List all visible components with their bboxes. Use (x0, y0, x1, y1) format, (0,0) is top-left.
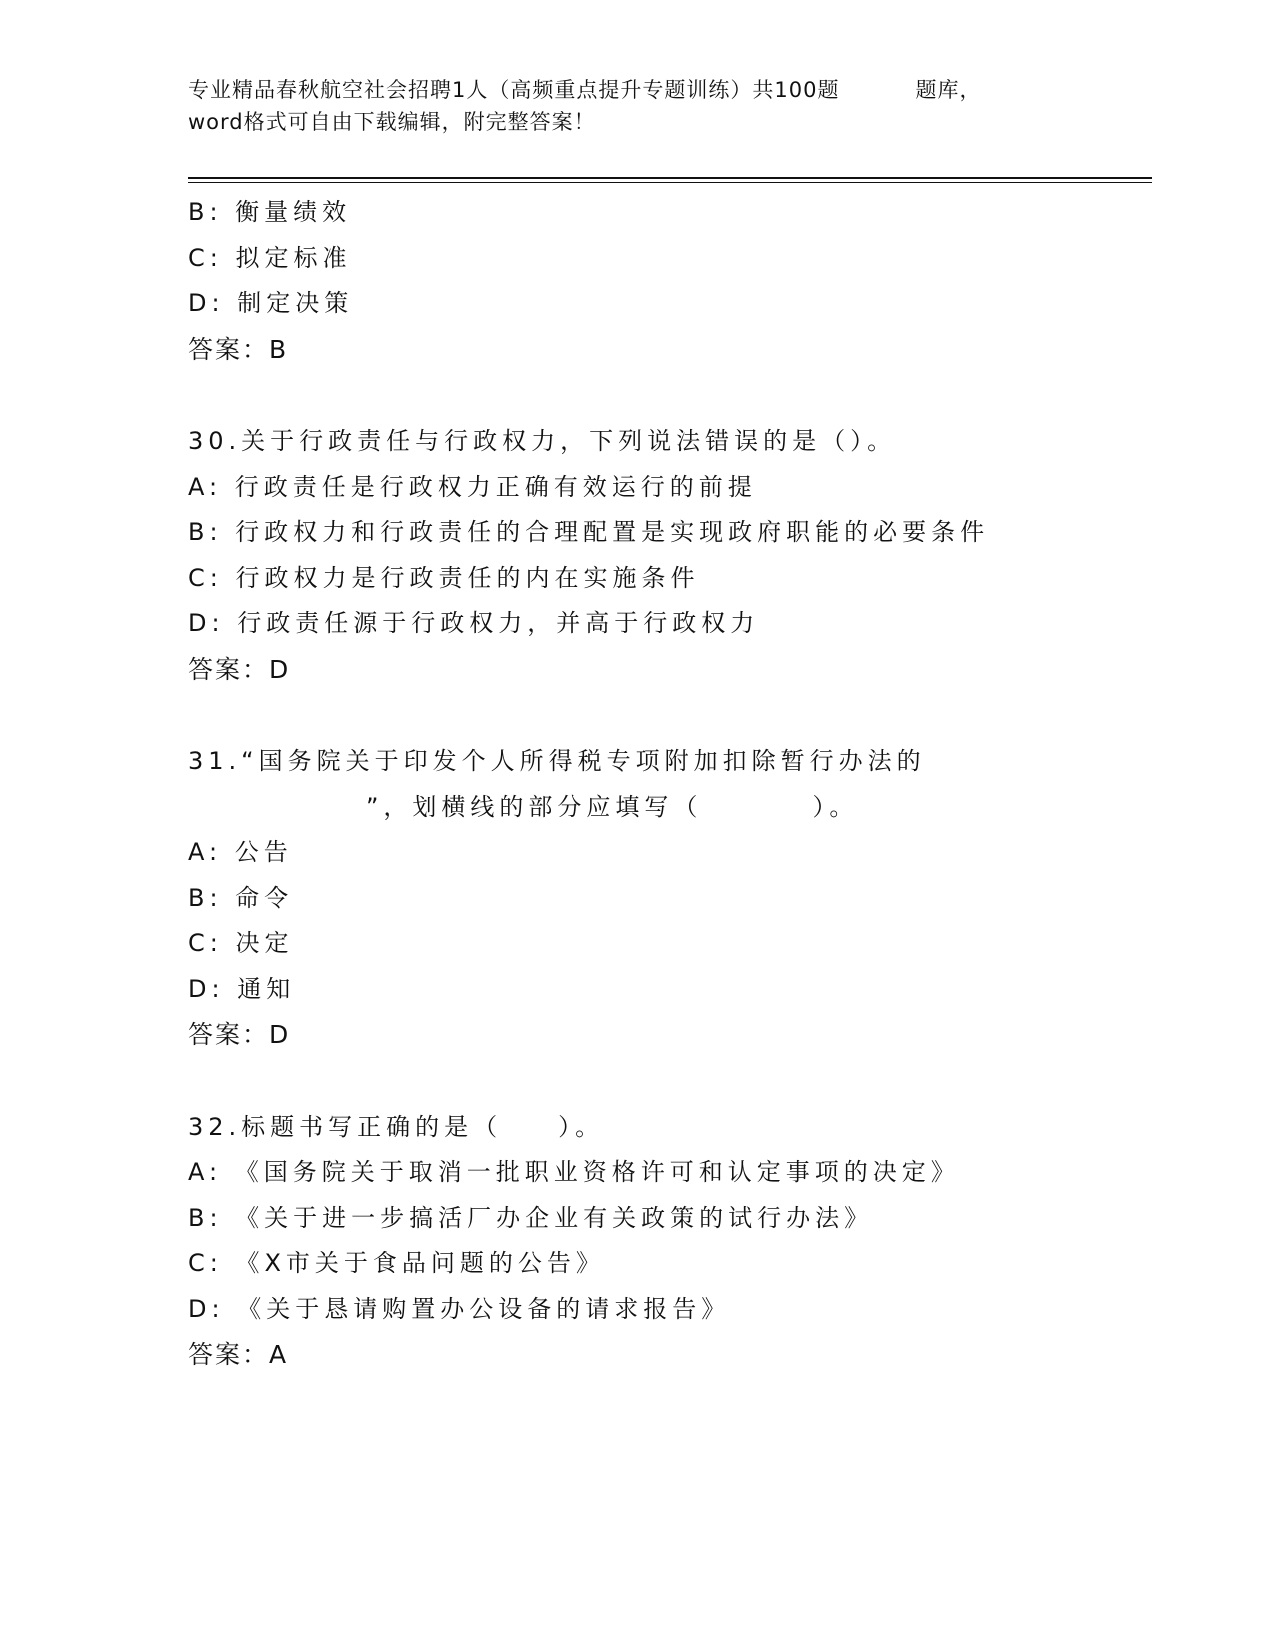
header-rule-thick (188, 177, 1152, 179)
question-29-tail (188, 190, 1152, 372)
option-b: B: 衡量绩效 (188, 198, 352, 226)
stem-text: ”，划横线的部分应填写（ (366, 792, 703, 821)
question-stem: 30.关于行政责任与行政权力，下列说法错误的是（）。 (188, 427, 897, 455)
option-b: B: 行政权力和行政责任的合理配置是实现政府职能的必要条件 (188, 518, 990, 546)
question-stem-line-1: 31.“国务院关于印发个人所得税专项附加扣除暂行办法的 (188, 747, 926, 775)
question-32 (188, 1105, 1152, 1378)
answer: 答案：A (188, 1340, 289, 1369)
stem-text-end: ）。 (812, 792, 859, 821)
answer: 答案：D (188, 1020, 291, 1049)
option-a: A: 公告 (188, 838, 293, 866)
option-c: C: 《X市关于食品问题的公告》 (188, 1249, 605, 1277)
stem-text-end: ）。 (558, 1112, 605, 1141)
option-d: D: 通知 (188, 974, 296, 1003)
answer: 答案：B (188, 334, 289, 364)
option-a: A: 行政责任是行政权力正确有效运行的前提 (188, 472, 757, 501)
option-c: C: 决定 (188, 929, 294, 957)
question-30 (188, 419, 1152, 692)
question-list (188, 190, 1152, 1378)
option-c: C: 拟定标准 (188, 243, 352, 272)
option-b: B: 《关于进一步搞活厂办企业有关政策的试行办法》 (188, 1203, 874, 1232)
header-title-suffix: 题库， (915, 78, 982, 102)
option-d: D: 行政责任源于行政权力，并高于行政权力 (188, 609, 760, 637)
header-title: 专业精品春秋航空社会招聘1人（高频重点提升专题训练）共100题 (188, 78, 840, 102)
option-d: D: 《关于恳请购置办公设备的请求报告》 (188, 1294, 731, 1323)
answer: 答案：D (188, 654, 291, 684)
header-line-1 (188, 74, 1088, 106)
question-stem-line-2 (188, 785, 1152, 831)
header-line-2: word格式可自由下载编辑，附完整答案！ (188, 110, 596, 134)
option-d: D: 制定决策 (188, 289, 354, 317)
option-c: C: 行政权力是行政责任的内在实施条件 (188, 563, 700, 592)
option-b: B: 命令 (188, 883, 294, 912)
option-a: A: 《国务院关于取消一批职业资格许可和认定事项的决定》 (188, 1158, 960, 1186)
page-header (188, 74, 1088, 138)
question-31 (188, 739, 1152, 1058)
question-stem (188, 1105, 1152, 1151)
stem-text: 32.标题书写正确的是（ (188, 1112, 503, 1141)
header-rule-thin (188, 182, 1152, 183)
